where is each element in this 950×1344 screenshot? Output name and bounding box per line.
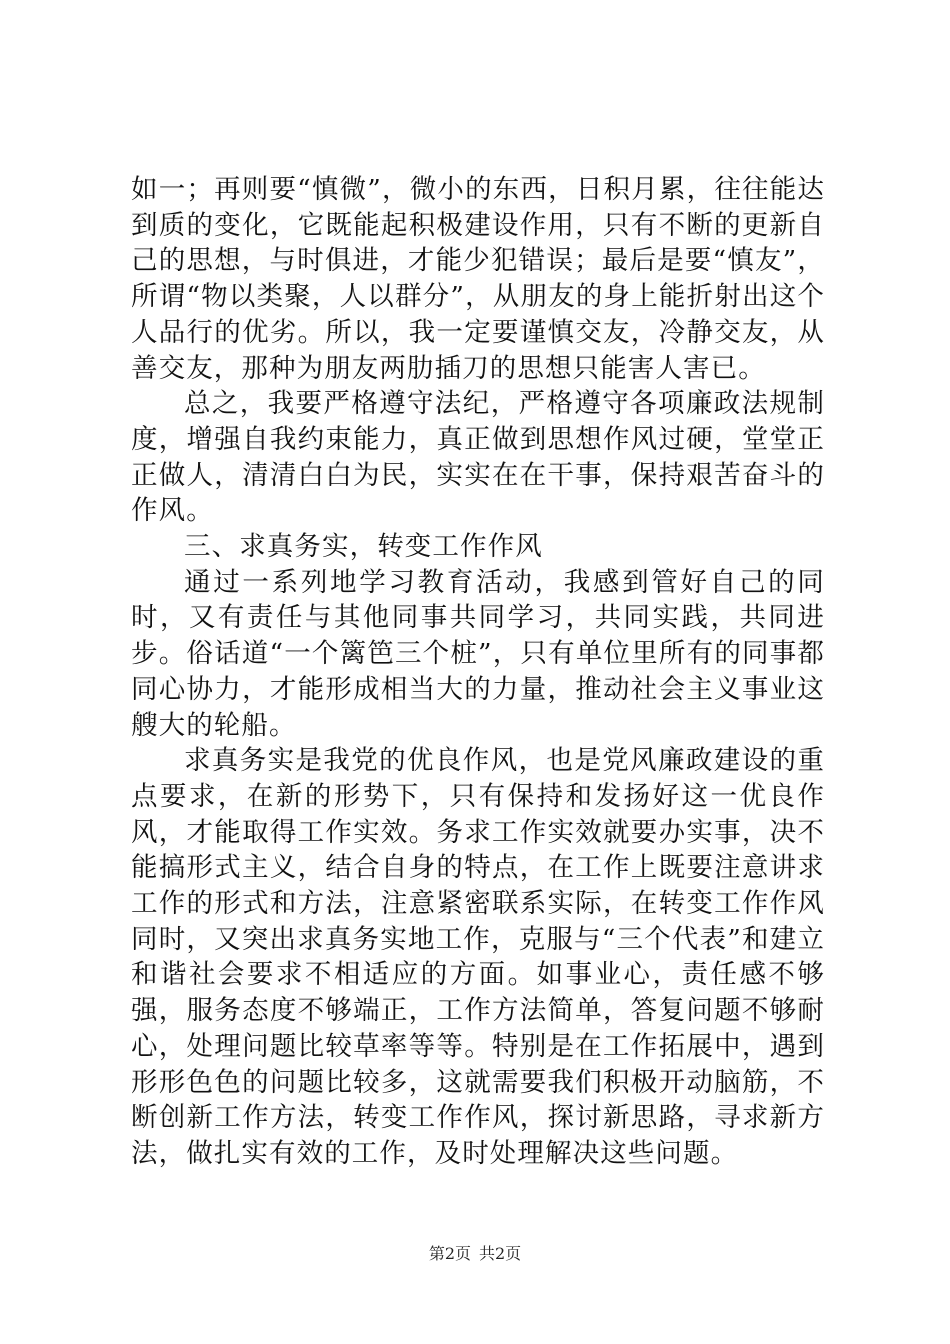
section-heading: 三、求真务实，转变工作作风 <box>184 531 543 563</box>
page-number: 第2页 <box>428 1244 471 1263</box>
page-total: 共2页 <box>479 1244 522 1263</box>
document-body <box>131 172 825 1172</box>
paragraph-continuation: 如一；再则要“慎微”，微小的东西，日积月累，往往能达到质的变化，它既能起积极建设作用，只有不断的更新自己的思想，与时俱进，才能少犯错误；最后是要“慎友”，所谓“物以类聚，人以群分”，从朋友的身上能折射出这个人品行的优劣。所以，我一定要谨慎交友，冷静交友，从善交友，那种为朋友两肋插刀的思想只能害人害已。 <box>131 174 825 384</box>
paragraph-pragmatism: 求真务实是我党的优良作风，也是党风廉政建设的重点要求，在新的形势下，只有保持和发扬好这一优良作风，才能取得工作实效。务求工作实效就要办实事，决不能搞形式主义，结合自身的特点，在工作上既要注意讲求工作的形式和方法，注意紧密联系实际，在转变工作作风同时，又突出求真务实地工作，克服与“三个代表”和建立和谐社会要求不相适应的方面。如事业心，责任感不够强，服务态度不够端正，工作方法简单，答复问题不够耐心，处理问题比较草率等等。特别是在工作拓展中，遇到形形色色的问题比较多，这就需要我们积极开动脑筋，不断创新工作方法，转变工作作风，探讨新思路，寻求新方法，做扎实有效的工作，及时处理解决这些问题。 <box>131 745 825 1169</box>
paragraph-summary: 总之，我要严格遵守法纪，严格遵守各项廉政法规制度，增强自我约束能力，真正做到思想作风过硬，堂堂正正做人，清清白白为民，实实在在干事，保持艰苦奋斗的作风。 <box>131 388 825 527</box>
paragraph-learning: 通过一系列地学习教育活动，我感到管好自己的同时，又有责任与其他同事共同学习，共同实践，共同进步。俗话道“一个篱笆三个桩”，只有单位里所有的同事都同心协力，才能形成相当大的力量，推动社会主义事业这艘大的轮船。 <box>131 566 825 741</box>
page-footer <box>0 1244 950 1264</box>
